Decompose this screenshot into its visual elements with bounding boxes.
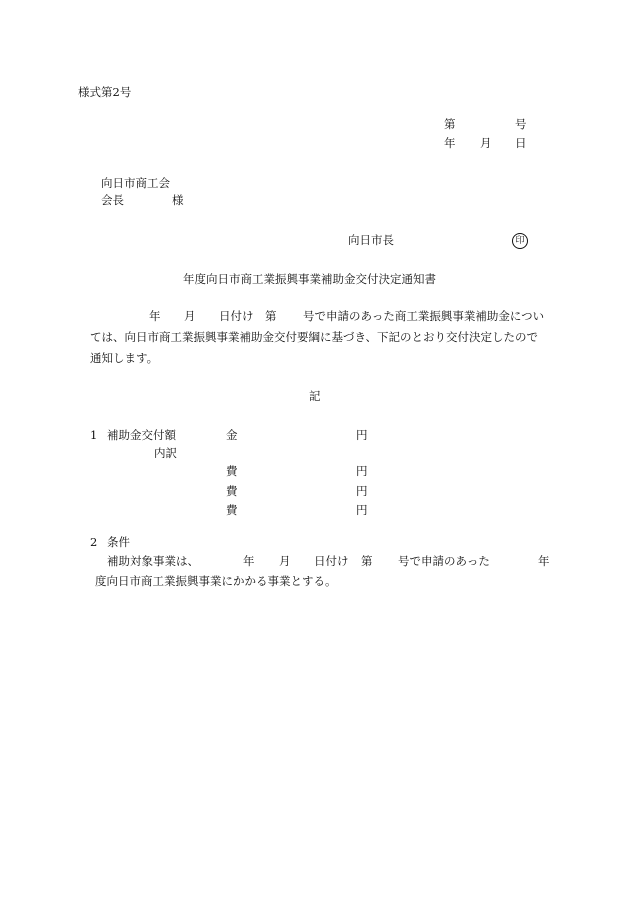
condition-line1-month: 月 [279, 554, 291, 568]
sender-name: 向日市長 [348, 233, 394, 247]
ki-heading: 記 [309, 389, 321, 403]
breakdown-row-1-unit: 円 [356, 464, 368, 478]
recipient-org: 向日市商工会 [101, 176, 170, 190]
breakdown-row-3-label: 費 [226, 503, 238, 517]
body-line1-dated: 日付け [219, 309, 254, 323]
condition-line1-a: 補助対象事業は、 [107, 554, 199, 568]
section1-yen: 円 [356, 428, 368, 442]
condition-line2: 度向日市商工業振興事業にかかる事業とする。 [95, 574, 337, 588]
recipient-title: 会長 [101, 193, 124, 207]
form-number: 様式第2号 [78, 85, 132, 99]
body-line1-month: 月 [184, 309, 196, 323]
section1-number: 1 [90, 428, 98, 442]
body-line2: ては、向日市商工業振興事業補助金交付要綱に基づき、下記のとおり交付決定したので [90, 330, 539, 344]
breakdown-label: 内訳 [154, 446, 177, 460]
ref-number-prefix: 第 [444, 117, 456, 131]
condition-line1-year: 年 [243, 554, 255, 568]
section1-label: 補助金交付額 [107, 428, 176, 442]
date-year: 年 [444, 136, 456, 150]
document-title: 年度向日市商工業振興事業補助金交付決定通知書 [183, 272, 436, 286]
section2-number: 2 [90, 535, 98, 549]
condition-line1-year2: 年 [538, 554, 550, 568]
ref-number-suffix: 号 [515, 117, 527, 131]
body-line1-year: 年 [149, 309, 161, 323]
section1-kin: 金 [226, 428, 238, 442]
body-line1-rest: 号で申請のあった商工業振興事業補助金につい [303, 309, 545, 323]
condition-line1-no: 第 [361, 554, 373, 568]
seal-mark: 印 [512, 233, 528, 249]
condition-line1-rest: 号で申請のあった [398, 554, 490, 568]
date-month: 月 [480, 136, 492, 150]
breakdown-row-2-label: 費 [226, 484, 238, 498]
recipient-honorific: 様 [172, 193, 184, 207]
breakdown-row-2-unit: 円 [356, 484, 368, 498]
date-day: 日 [515, 136, 527, 150]
section2-label: 条件 [107, 535, 130, 549]
breakdown-row-1-label: 費 [226, 464, 238, 478]
body-line3: 通知します。 [90, 351, 159, 365]
breakdown-row-3-unit: 円 [356, 503, 368, 517]
body-line1-no: 第 [265, 309, 277, 323]
condition-line1-dated: 日付け [314, 554, 349, 568]
